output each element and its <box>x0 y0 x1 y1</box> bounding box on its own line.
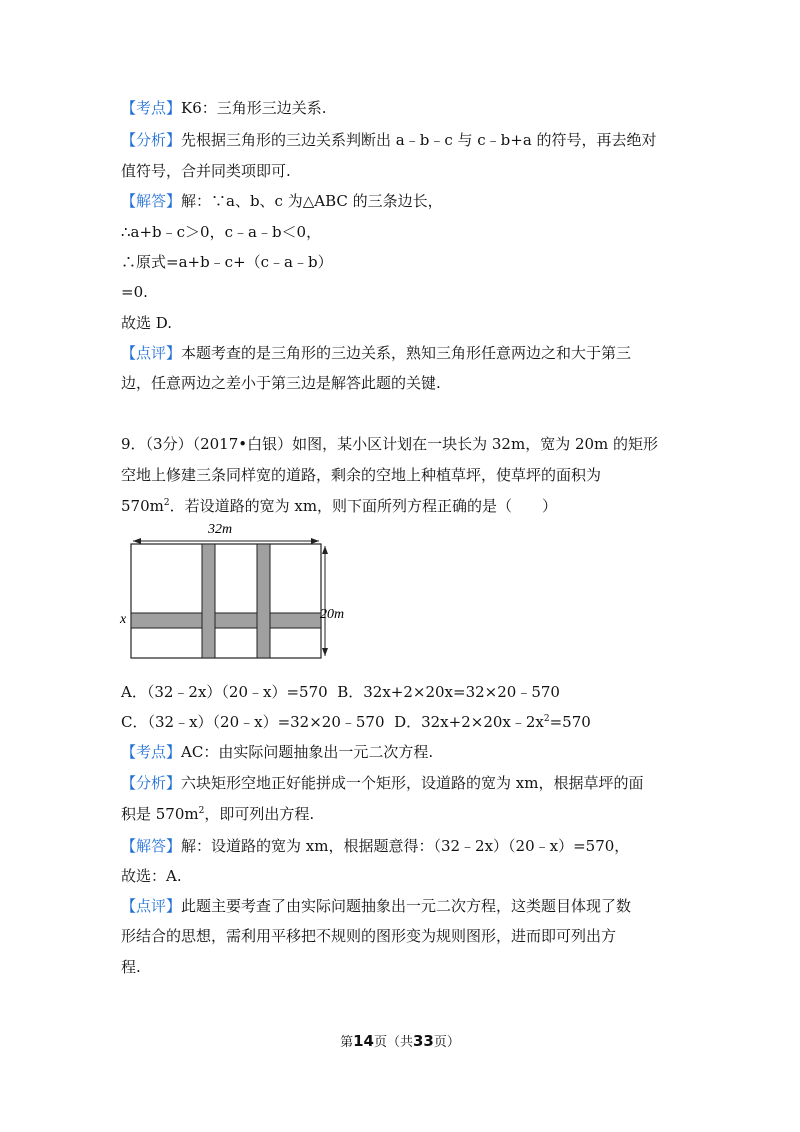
bottom-arrowhead <box>322 648 328 656</box>
options-ab <box>121 682 560 702</box>
kaodian-tag: 【考点】 <box>121 99 182 117</box>
option-d: D．$32x+2\times 20x﹣2x^2=570$ <box>394 713 591 731</box>
vertical-road-1 <box>202 544 215 658</box>
question-9-line-3 <box>121 496 557 516</box>
options-cd <box>121 712 591 732</box>
fenxi-text: 六块矩形空地正好能拼成一个矩形，设道路的宽为 xm，根据草坪的面 <box>181 774 644 792</box>
option-c: C．（32﹣x）（20﹣x）=32×20﹣570 <box>121 713 385 731</box>
dianping-text: 本题考查的是三角形的三边关系，熟知三角形任意两边之和大于第三 <box>181 344 632 362</box>
jieda-tag: 【解答】 <box>121 192 182 210</box>
question-9-prompt: ．若设道路的宽为 xm，则下面所列方程正确的是（ ） <box>169 497 558 515</box>
top-label: 32m <box>208 522 233 537</box>
answer-line: 故选 D. <box>121 314 173 332</box>
page-footer: 第14页（共33页） <box>340 1032 460 1050</box>
q9-fenxi-line-1 <box>121 773 643 793</box>
area-value: 570m <box>121 497 164 515</box>
fenxi-line-2: 值符号，合并同类项即可. <box>121 162 291 180</box>
left-arrowhead <box>133 538 141 544</box>
total-pages: 33 <box>413 1032 434 1050</box>
q9-dianping-line-2: 形结合的思想，需利用平移把不规则的图形变为规则图形，进而即可列出方 <box>121 927 617 945</box>
q9-jieda-line <box>121 836 629 856</box>
kaodian-line <box>121 98 327 118</box>
q9-fenxi-line-2: 积是 $570m^2$，即可列出方程. <box>121 805 315 823</box>
fenxi-tag: 【分析】 <box>121 131 182 149</box>
page-number: 14 <box>353 1032 374 1050</box>
kaodian-text: K6：三角形三边关系. <box>181 99 327 117</box>
road-width-label: x <box>120 612 127 627</box>
right-arrowhead <box>311 538 319 544</box>
right-label: 20m <box>320 607 345 622</box>
fenxi-line-1 <box>121 130 657 150</box>
jieda-tag: 【解答】 <box>121 837 182 855</box>
kaodian-text: AC：由实际问题抽象出一元二次方程. <box>181 743 434 761</box>
question-9-line-1: 9．（3分）（2017•白银）如图，某小区计划在一块长为 32m，宽为 20m 的矩形 <box>121 435 659 453</box>
fenxi-text: 先根据三角形的三边关系判断出 a﹣b﹣c 与 c﹣b+a 的符号，再去绝对 <box>181 131 657 149</box>
rectangle-road-figure <box>116 522 356 668</box>
horizontal-road <box>131 613 321 628</box>
dianping-text: 此题主要考查了由实际问题抽象出一元二次方程，这类题目体现了数 <box>181 897 632 915</box>
q9-dianping-line-3: 程. <box>121 958 141 976</box>
dianping-tag: 【点评】 <box>121 344 182 362</box>
q9-answer-line: 故选：A. <box>121 867 182 885</box>
fenxi-tag: 【分析】 <box>121 774 182 792</box>
option-b: B．32x+2×20x=32×20﹣570 <box>337 683 560 701</box>
step-3: =0. <box>121 283 148 301</box>
jieda-text: 解：设道路的宽为 xm，根据题意得：（32﹣2x）（20﹣x）=570， <box>181 837 630 855</box>
option-a: A．（32﹣2x）（20﹣x）=570 <box>121 683 328 701</box>
vertical-road-2 <box>257 544 270 658</box>
q9-dianping-line-1 <box>121 896 631 916</box>
dianping-line-2: 边，任意两边之差小于第三边是解答此题的关键. <box>121 374 441 392</box>
step-1: ∴a+b﹣c＞0，c﹣a﹣b＜0， <box>121 223 322 241</box>
q9-kaodian-line <box>121 742 433 762</box>
kaodian-tag: 【考点】 <box>121 743 182 761</box>
jieda-text: 解：∵a、b、c 为△ABC 的三条边长， <box>181 192 443 210</box>
step-2: ∴原式=a+b﹣c+（c﹣a﹣b） <box>121 253 333 271</box>
dianping-tag: 【点评】 <box>121 897 182 915</box>
jieda-line <box>121 191 443 211</box>
superscript: 2 <box>163 498 170 508</box>
dianping-line-1 <box>121 343 631 363</box>
question-9-line-2: 空地上修建三条同样宽的道路，剩余的空地上种植草坪，使草坪的面积为 <box>121 466 602 484</box>
plot-rectangle <box>131 544 321 658</box>
top-arrowhead <box>322 546 328 554</box>
